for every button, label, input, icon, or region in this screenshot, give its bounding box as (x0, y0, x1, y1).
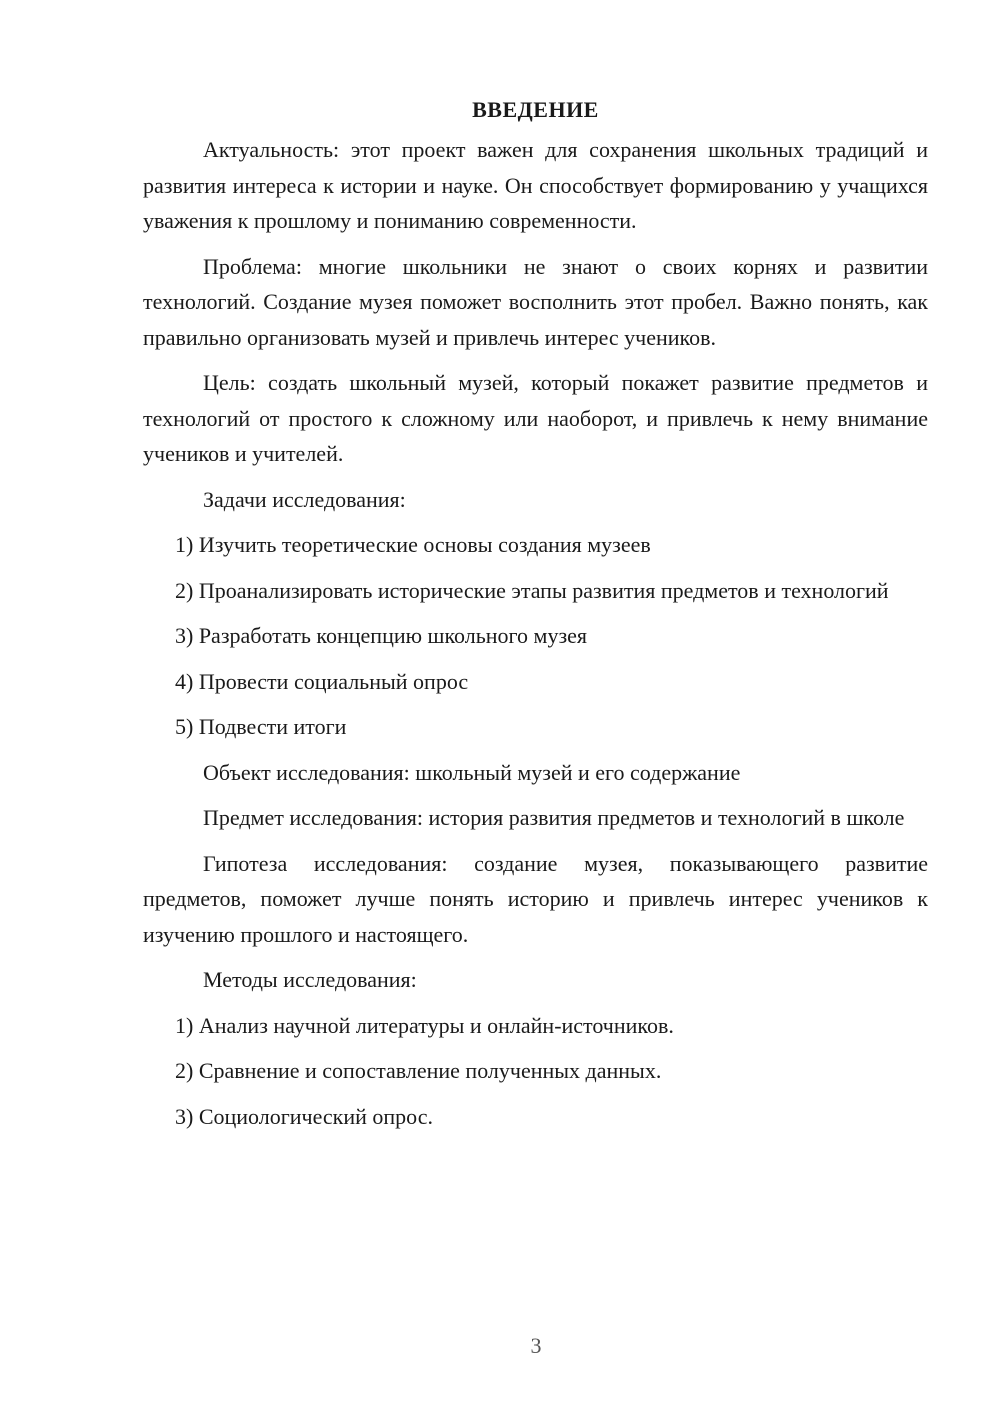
object-paragraph: Объект исследования: школьный музей и его содержание (203, 759, 741, 785)
page-number: 3 (530, 1333, 542, 1358)
hypothesis-paragraph: Гипотеза исследования: создание музея, показывающего развитие предметов, поможет лучше понять историю и привлечь интерес учеников к изучению прошлого и настоящего. (143, 850, 928, 947)
method-item: 1) Анализ научной литературы и онлайн-источников. (175, 1012, 674, 1038)
goal-paragraph: Цель: создать школьный музей, который покажет развитие предметов и технологий от простого к сложному или наоборот, и привлечь к нему внимание учеников и учителей. (143, 370, 928, 466)
subject-paragraph: Предмет исследования: история развития предметов и технологий в школе (203, 805, 905, 830)
task-item: 4) Провести социальный опрос (175, 668, 469, 694)
tasks-heading: Задачи исследования: (203, 486, 406, 512)
problem-paragraph: Проблема: многие школьники не знают о своих корнях и развитии технологий. Создание музея поможет восполнить этот пробел. Важно понять, как правильно организовать музей и привлечь интерес учеников. (143, 253, 928, 350)
task-item: 5) Подвести итоги (175, 714, 347, 739)
task-item: 1) Изучить теоретические основы создания музеев (175, 532, 651, 557)
document-page (143, 92, 928, 1144)
method-item: 3) Социологический опрос. (175, 1103, 433, 1129)
methods-heading: Методы исследования: (203, 967, 417, 992)
relevance-paragraph: Актуальность: этот проект важен для сохранения школьных традиций и развития интереса к истории и науке. Он способствует формированию у учащихся уважения к прошлому и пониманию современности. (143, 137, 928, 233)
task-item: 3) Разработать концепцию школьного музея (175, 623, 588, 648)
method-item: 2) Сравнение и сопоставление полученных данных. (175, 1058, 662, 1083)
page-title: ВВЕДЕНИЕ (472, 97, 599, 122)
task-item: 2) Проанализировать исторические этапы развития предметов и технологий (175, 577, 889, 603)
